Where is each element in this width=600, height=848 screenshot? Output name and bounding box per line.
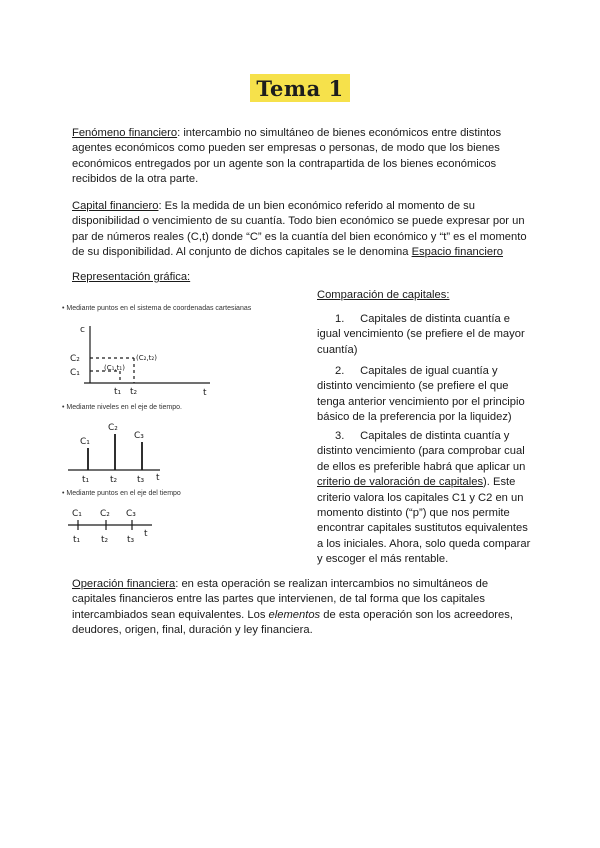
- fenomeno-paragraph: [72, 126, 532, 188]
- comparacion-item-3: [317, 429, 531, 568]
- capital-text: : Es la medida de un bien económico referido al momento de su disponibilidad o vencimiento de su cuantía. Todo bien económico se puede expresar por un par de números reales (C,t) donde “C” es la cuantía del bien económico y “t” es el momento de su disponibilidad. Al conjunto de dichos capitales se le denomina: [72, 200, 527, 259]
- diagram1-point2-label: (C₂,t₂): [136, 354, 157, 362]
- diagram3-c2: C₂: [100, 509, 110, 519]
- operacion-elementos: elementos: [268, 608, 321, 621]
- diagram3-c1: C₁: [72, 509, 82, 519]
- diagram1-axis-c: c: [80, 325, 85, 335]
- representacion-title: Representación gráfica:: [72, 271, 191, 283]
- diagram3-label: • Mediante puntos en el eje del tiempo: [62, 490, 181, 497]
- diagram1-c1-label: C₁: [70, 368, 80, 378]
- item-text-pre: Capitales de distinta cuantía y distinto vencimiento (para comprobar cual de ellos es preferible habrá que aplicar un: [317, 430, 526, 473]
- item-text-post: ). Este criterio valora los capitales C1 y C2 en un momento distinto (“p”) que nos permite encontrar capitales sustitutos equivalentes a los iniciales. Ahora, solo queda comparar y escoger el más rentable.: [317, 476, 531, 566]
- capital-term: Capital financiero: [72, 200, 159, 212]
- diagram3-axis-t: t: [144, 529, 148, 539]
- item-number: 3.: [335, 430, 345, 442]
- diagram-cartesian: [60, 318, 210, 398]
- diagram1-label: • Mediante puntos en el sistema de coordenadas cartesianas: [62, 305, 252, 312]
- operacion-paragraph: [72, 577, 532, 639]
- diagram2-t3: t₃: [137, 475, 145, 485]
- diagram1-point1-label: (C₁,t₁): [104, 364, 125, 372]
- diagram1-c2-label: C₂: [70, 354, 80, 364]
- diagram3-t2: t₂: [101, 535, 109, 545]
- title-container: [0, 74, 600, 102]
- operacion-text-1: : en esta operación se realizan intercambios no simultáneos de capitales financieros entre las partes que intervienen, de tal forma que los capitales intercambiados sean equivalentes. Los: [72, 578, 489, 621]
- item-number: 2.: [335, 365, 345, 377]
- fenomeno-term: Fenómeno financiero: [72, 127, 178, 139]
- diagram2-c2: C₂: [108, 423, 118, 433]
- item-text: Capitales de igual cuantía y distinto vencimiento (se prefiere el que tenga anterior vencimiento por el principio básico de la preferencia por la liquidez): [317, 365, 525, 424]
- diagram-time-levels: [60, 418, 170, 486]
- comparacion-title: Comparación de capitales:: [317, 289, 450, 301]
- diagram1-t1-label: t₁: [114, 387, 122, 397]
- diagram2-t1: t₁: [82, 475, 90, 485]
- diagram2-label: • Mediante niveles en el eje de tiempo.: [62, 404, 182, 411]
- diagram2-t2: t₂: [110, 475, 118, 485]
- operacion-text-2: de esta operación son los acreedores, deudores, origen, final, duración y ley financiera.: [72, 608, 513, 637]
- item-text: Capitales de distinta cuantía e igual vencimiento (se prefiere el de mayor cuantía): [317, 313, 525, 356]
- fenomeno-text: : intercambio no simultáneo de bienes económicos entre distintos agentes económicos como pueden ser empresas o personas, de modo que los bienes económicos entregados por un agente son la contrapartida de los bienes económicos recibidos de la otra parte.: [72, 127, 502, 186]
- diagram3-t3: t₃: [127, 535, 135, 545]
- diagram1-t2-label: t₂: [130, 387, 138, 397]
- diagram2-axis-t: t: [156, 473, 160, 483]
- criterio-valoracion-term: criterio de valoración de capitales: [317, 476, 484, 489]
- comparacion-item-1: [317, 312, 531, 358]
- diagram3-c3: C₃: [126, 509, 136, 519]
- capital-paragraph: [72, 199, 532, 261]
- diagram2-c3: C₃: [134, 431, 144, 441]
- diagram-time-points: [60, 505, 170, 553]
- diagram2-c1: C₁: [80, 437, 90, 447]
- espacio-financiero-term: Espacio financiero: [411, 246, 504, 259]
- page-title: Tema 1: [250, 74, 349, 102]
- diagram1-axis-t: t: [203, 388, 207, 398]
- operacion-term: Operación financiera: [72, 578, 176, 590]
- item-number: 1.: [335, 313, 345, 325]
- diagram3-t1: t₁: [73, 535, 81, 545]
- comparacion-item-2: [317, 364, 531, 426]
